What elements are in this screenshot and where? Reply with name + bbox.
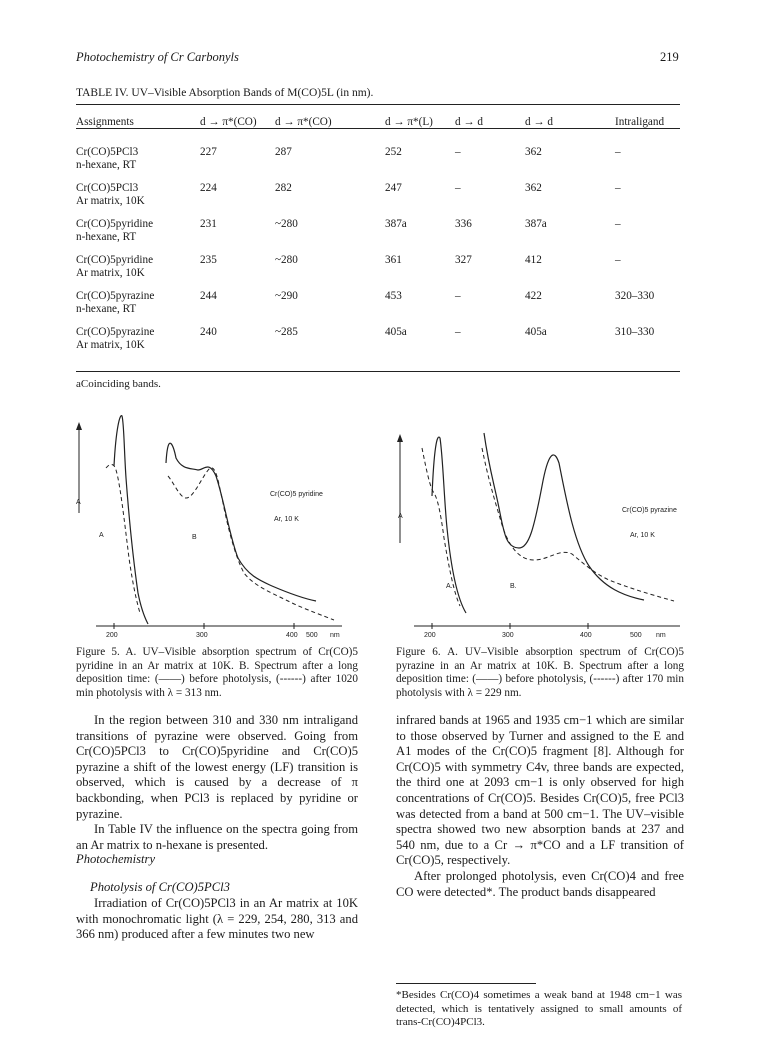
right-column-text <box>396 713 684 900</box>
table-cell: ~285 <box>275 326 298 338</box>
left-column-text <box>76 713 358 853</box>
header-assignments: Assignments <box>76 116 134 128</box>
row-assignment-cell <box>76 244 200 280</box>
y-axis-arrowhead <box>397 434 403 442</box>
row-assignment-cell <box>76 208 200 244</box>
table-cell: 252 <box>385 146 402 158</box>
table-cell: 361 <box>385 254 402 266</box>
legend-conditions: Ar, 10 K <box>274 516 299 523</box>
footnote-rule <box>396 983 536 984</box>
figure-5-spectrum <box>76 408 356 643</box>
table-cell: 224 <box>200 182 217 194</box>
y-axis-label: A <box>398 513 403 520</box>
table-row <box>76 172 680 208</box>
y-axis-arrowhead <box>76 422 82 430</box>
figure-6-spectrum <box>394 408 684 643</box>
table-footnote: aCoinciding bands. <box>76 378 161 390</box>
header-d-pi-co-2: d → π*(CO) <box>275 116 332 128</box>
table-cell: 362 <box>525 146 542 158</box>
compound-name: Cr(CO)5pyridine <box>76 218 154 230</box>
trace-a-label: A. <box>446 583 453 590</box>
table-row <box>76 280 680 316</box>
compound-name: Cr(CO)5pyrazine <box>76 326 155 338</box>
x-tick-label-200: 200 <box>424 632 436 639</box>
trace-b-after <box>482 448 674 601</box>
x-tick-label-400: 400 <box>580 632 592 639</box>
trace-a-before <box>114 416 148 624</box>
table-caption: TABLE IV. UV–Visible Absorption Bands of M(CO)5L (in nm). <box>76 87 374 99</box>
trace-a-after <box>422 448 460 606</box>
trace-a-label: A <box>99 532 104 539</box>
x-axis-unit: nm <box>330 632 340 639</box>
table-cell: ~290 <box>275 290 298 302</box>
table-cell: 231 <box>200 218 217 230</box>
table-cell: 282 <box>275 182 292 194</box>
measurement-condition: n-hexane, RT <box>76 303 137 315</box>
legend-conditions: Ar, 10 K <box>630 532 655 539</box>
x-tick-label-300: 300 <box>196 632 208 639</box>
table-cell: 412 <box>525 254 542 266</box>
header-d-d-1: d → d <box>455 116 483 128</box>
measurement-condition: Ar matrix, 10K <box>76 195 145 207</box>
table-cell: 453 <box>385 290 402 302</box>
left-paragraph-1: In the region between 310 and 330 nm intraligand transitions of pyrazine were observed. Going from Cr(CO)5PCl3 to Cr(CO)5pyridine and Cr(CO)5 pyrazine a shift of the lowest energy (LF) transition is observed, which is caused by a decrease of π backbonding, when PCl3 is replaced by pyridine or pyrazine. <box>76 713 358 821</box>
header-intraligand: Intraligand <box>615 116 665 128</box>
table-row <box>76 316 680 352</box>
table-cell: ~280 <box>275 218 298 230</box>
x-tick-label-500: 500 <box>630 632 642 639</box>
table-cell: – <box>455 290 461 302</box>
table-bottom-rule <box>76 371 680 372</box>
table-cell: – <box>615 218 621 230</box>
table-cell: – <box>615 146 621 158</box>
table-header-row <box>76 108 680 136</box>
x-tick-label-500: 500 <box>306 632 318 639</box>
table-row <box>76 244 680 280</box>
table-cell: – <box>455 146 461 158</box>
table-top-rule <box>76 104 680 105</box>
row-assignment-cell <box>76 280 200 316</box>
x-tick-label-300: 300 <box>502 632 514 639</box>
table-cell: 247 <box>385 182 402 194</box>
y-axis-label: A <box>76 499 81 506</box>
table-cell: – <box>455 326 461 338</box>
x-tick-label-200: 200 <box>106 632 118 639</box>
table-cell: 405a <box>385 326 407 338</box>
left-paragraph-3: Irradiation of Cr(CO)5PCl3 in an Ar matrix at 10K with monochromatic light (λ = 229, 254, 280, 313 and 366 nm) produced after a few minutes two new <box>76 896 358 942</box>
row-assignment-cell <box>76 136 200 172</box>
measurement-condition: Ar matrix, 10K <box>76 267 145 279</box>
absorption-table <box>76 108 680 352</box>
figure-6-caption: Figure 6. A. UV–Visible absorption spectrum of Cr(CO)5 pyrazine in an Ar matrix at 10K. B. Spectrum after a long deposition time: (——) before photolysis, (------) after 170 min photolysis with λ = 229 nm. <box>396 646 684 699</box>
table-cell: 327 <box>455 254 472 266</box>
table-row <box>76 136 680 172</box>
table-cell: 405a <box>525 326 547 338</box>
table-cell: 240 <box>200 326 217 338</box>
section-heading: Photochemistry <box>76 852 156 866</box>
table-cell: 244 <box>200 290 217 302</box>
compound-name: Cr(CO)5pyridine <box>76 254 154 266</box>
table-cell: 320–330 <box>615 290 655 302</box>
header-d-d-2: d → d <box>525 116 553 128</box>
table-header-rule <box>76 128 680 129</box>
legend-compound: Cr(CO)5 pyridine <box>270 491 323 498</box>
right-paragraph-1: infrared bands at 1965 and 1935 cm−1 which are similar to those observed by Turner and assigned to the E and A1 modes of the Cr(CO)5 fragment [8]. Although for Cr(CO)5 with symmetry C4v, three bands are expected, the third one at 2093 cm−1 is only observed for high concentrations of Cr(CO)5. Besides Cr(CO)5, free PCl3 was detected from a band at 500 cm−1. The UV–visible spectra showed two new absorption bands at 237 and 540 nm, due to a Cr → π*CO and a LF transition of Cr(CO)5, respectively. <box>396 713 684 868</box>
table-cell: 235 <box>200 254 217 266</box>
footnote: *Besides Cr(CO)4 sometimes a weak band at 1948 cm−1 was detected, which is tentatively assigned to small amounts of trans-Cr(CO)4PCl3. <box>396 989 682 1028</box>
legend-compound: Cr(CO)5 pyrazine <box>622 507 677 514</box>
table-cell: 362 <box>525 182 542 194</box>
left-column-text-2 <box>76 896 358 943</box>
compound-name: Cr(CO)5PCl3 <box>76 146 139 158</box>
header-d-pi-l: d → π*(L) <box>385 116 433 128</box>
left-paragraph-2: In Table IV the influence on the spectra going from an Ar matrix to n-hexane is presented. <box>76 822 358 852</box>
page-number: 219 <box>660 50 679 64</box>
subsection-heading: Photolysis of Cr(CO)5PCl3 <box>90 880 230 894</box>
table-row <box>76 208 680 244</box>
right-paragraph-2: After prolonged photolysis, even Cr(CO)4 and free CO were detected*. The product bands disappeared <box>396 868 684 899</box>
row-assignment-cell <box>76 316 200 352</box>
table-cell: 310–330 <box>615 326 655 338</box>
table-cell: 422 <box>525 290 542 302</box>
table-cell: – <box>615 182 621 194</box>
x-axis-unit: nm <box>656 632 666 639</box>
compound-name: Cr(CO)5PCl3 <box>76 182 139 194</box>
table-cell: 227 <box>200 146 217 158</box>
table-cell: 287 <box>275 146 292 158</box>
table-cell: – <box>455 182 461 194</box>
table-cell: ~280 <box>275 254 298 266</box>
compound-name: Cr(CO)5pyrazine <box>76 290 155 302</box>
measurement-condition: n-hexane, RT <box>76 231 137 243</box>
trace-b-label: B. <box>510 583 517 590</box>
row-assignment-cell <box>76 172 200 208</box>
table-cell: 387a <box>525 218 547 230</box>
table-cell: – <box>615 254 621 266</box>
trace-b-before <box>484 433 644 600</box>
header-d-pi-co-1: d → π*(CO) <box>200 116 257 128</box>
trace-b-label: B <box>192 534 197 541</box>
running-title: Photochemistry of Cr Carbonyls <box>76 50 239 64</box>
trace-a-after <box>106 464 140 613</box>
figure-5-caption: Figure 5. A. UV–Visible absorption spectrum of Cr(CO)5 pyridine in an Ar matrix at 10K. B. Spectrum after a long deposition time: (——) before photolysis, (------) after 1020 min photolysis with λ = 313 nm. <box>76 646 358 699</box>
measurement-condition: n-hexane, RT <box>76 159 137 171</box>
table-cell: 387a <box>385 218 407 230</box>
table-cell: 336 <box>455 218 472 230</box>
x-tick-label-400: 400 <box>286 632 298 639</box>
measurement-condition: Ar matrix, 10K <box>76 339 145 351</box>
